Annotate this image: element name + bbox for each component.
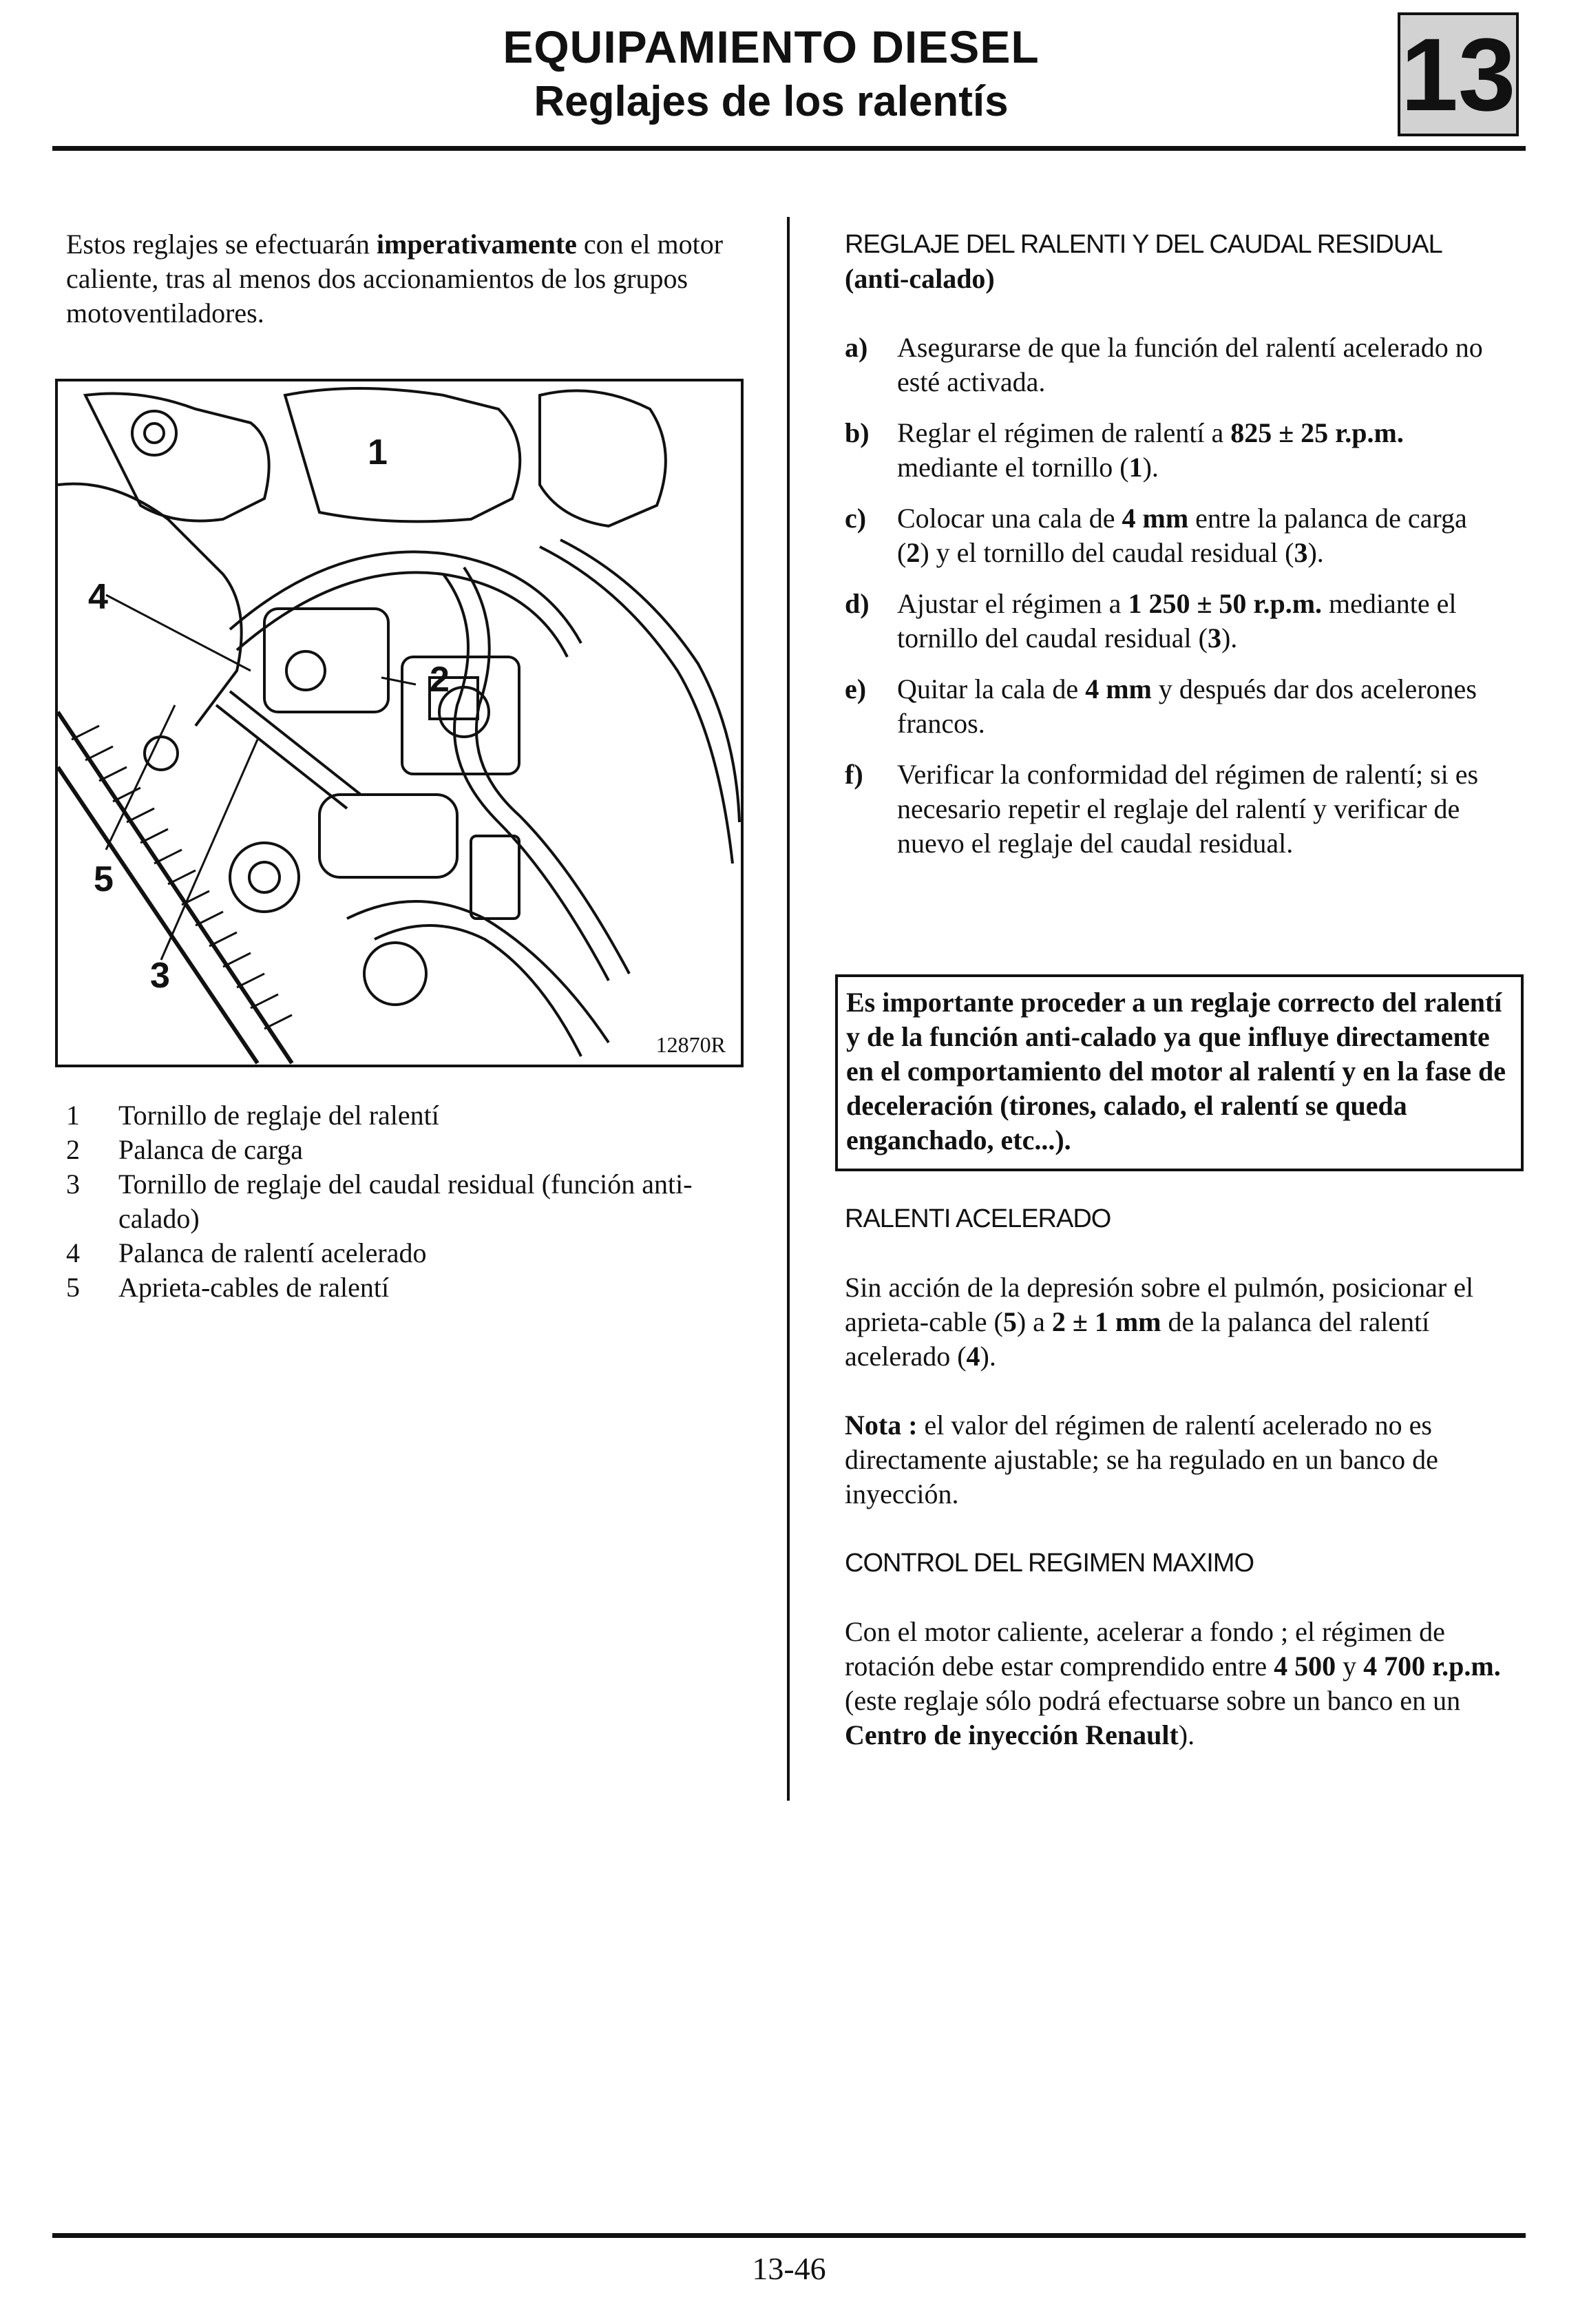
ralenti-acelerado-paragraph: Sin acción de la depresión sobre el pulmón, posicionar el aprieta-cable (5) a 2 ± 1 mm de la palanca del ralentí acelerado (4). (845, 1272, 1474, 1372)
legend-item: 3 Tornillo de reglaje del caudal residual (función anti-calado) (66, 1169, 693, 1234)
callout-4: 4 (88, 577, 108, 617)
figure-legend (66, 1098, 755, 1305)
step-a: a) Asegurarse de que la función del ralentí acelerado no esté activada. (845, 332, 1483, 397)
intro-paragraph: Estos reglajes se efectuarán imperativamente con el motor caliente, tras al menos dos accionamientos de los grupos motoventiladores. (66, 229, 724, 328)
page-number: 13-46 (752, 2251, 826, 2286)
footer-rule (52, 2233, 1526, 2238)
legend-item: 1 Tornillo de reglaje del ralentí (66, 1100, 439, 1131)
engine-illustration (55, 379, 744, 1067)
callout-5: 5 (94, 859, 114, 899)
step-d: d) Ajustar el régimen a 1 250 ± 50 r.p.m. mediante el tornillo del caudal residual (3). (845, 588, 1457, 653)
step-b: b) Reglar el régimen de ralentí a 825 ± 25 r.p.m. mediante el tornillo (1). (845, 417, 1404, 483)
note-paragraph: Nota : el valor del régimen de ralentí acelerado no es directamente ajustable; se ha regulado en un banco de inyección. (845, 1410, 1438, 1509)
callout-3: 3 (150, 956, 170, 996)
step-f: f) Verificar la conformidad del régimen de ralentí; si es necesario repetir el reglaje del ralentí y verificar de nuevo el reglaje del caudal residual. (845, 759, 1479, 859)
engine-drawing (58, 381, 741, 1065)
legend-item: 5 Aprieta-cables de ralentí (66, 1272, 390, 1303)
document-subtitle: Reglajes de los ralentís (534, 78, 1009, 125)
step-c: c) Colocar una cala de 4 mm entre la palanca de carga (2) y el tornillo del caudal residual (3). (845, 503, 1467, 568)
legend-item: 2 Palanca de carga (66, 1134, 303, 1165)
header-rule (52, 146, 1526, 151)
regimen-maximo-paragraph: Con el motor caliente, acelerar a fondo ; el régimen de rotación debe estar comprendido entre 4 500 y 4 700 r.p.m. (este reglaje sólo podrá efectuarse sobre un banco en un Centro de inyección Renault). (845, 1616, 1501, 1750)
steps-list (845, 331, 1506, 877)
section-heading-ralenti: REGLAJE DEL RALENTI Y DEL CAUDAL RESIDUAL (anti-calado) (845, 230, 1442, 294)
step-e: e) Quitar la cala de 4 mm y después dar dos acelerones francos. (845, 673, 1477, 739)
warning-box: Es importante proceder a un reglaje correcto del ralentí y de la función anti-calado ya que influye directamente en el comportamiento del motor al ralentí y en la fase de deceleración (tirones, calado, el ralentí se queda enganchado, etc...). (835, 974, 1524, 1171)
legend-item: 4 Palanca de ralentí acelerado (66, 1237, 427, 1268)
section-heading-ralenti-acelerado: RALENTI ACELERADO (845, 1204, 1111, 1233)
document-title: EQUIPAMIENTO DIESEL (503, 21, 1040, 72)
callout-1: 1 (368, 432, 388, 472)
column-divider (787, 217, 790, 1801)
section-heading-regimen-maximo: CONTROL DEL REGIMEN MAXIMO (845, 1549, 1254, 1578)
chapter-number-box: 13 (1398, 12, 1519, 136)
callout-2: 2 (430, 660, 450, 700)
figure-code: 12870R (655, 1032, 726, 1057)
